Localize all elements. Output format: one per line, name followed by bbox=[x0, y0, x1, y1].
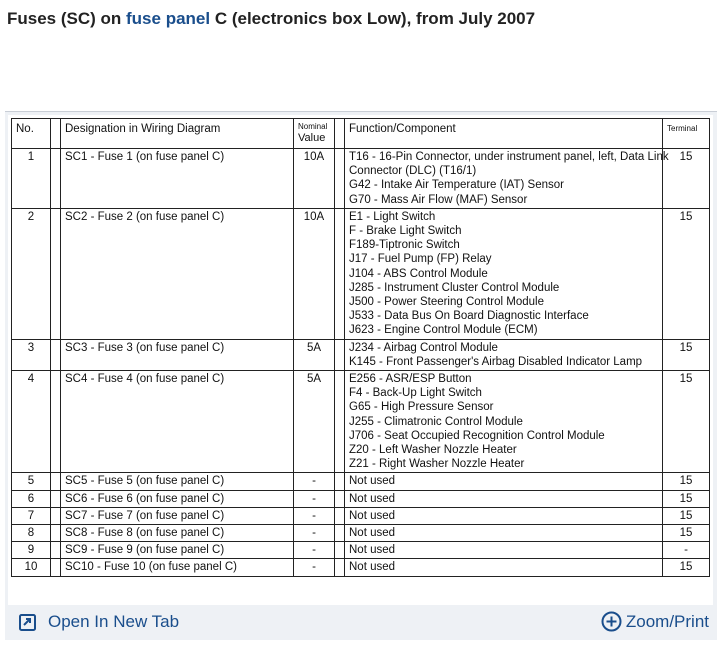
column-spacer bbox=[335, 119, 345, 149]
fuse-nominal-value: - bbox=[294, 473, 335, 490]
column-spacer bbox=[51, 208, 61, 339]
function-line: J255 - Climatronic Control Module bbox=[349, 415, 523, 428]
function-line: F189-Tiptronic Switch bbox=[349, 239, 460, 252]
fuse-functions bbox=[345, 542, 663, 559]
fuse-nominal-value: - bbox=[294, 507, 335, 524]
open-in-new-tab-icon bbox=[19, 614, 36, 631]
open-in-new-tab-button[interactable] bbox=[19, 612, 179, 632]
function-line: J533 - Data Bus On Board Diagnostic Interface bbox=[349, 310, 589, 323]
fuse-panel-link[interactable]: fuse panel bbox=[126, 9, 211, 28]
document-viewer bbox=[5, 111, 717, 640]
fuse-functions bbox=[345, 208, 663, 339]
column-spacer bbox=[335, 149, 345, 209]
column-spacer bbox=[335, 542, 345, 559]
fuse-nominal-value: - bbox=[294, 559, 335, 576]
fuse-designation: SC8 - Fuse 8 (on fuse panel C) bbox=[61, 525, 294, 542]
function-line: G65 - High Pressure Sensor bbox=[349, 401, 494, 414]
function-line: Z21 - Right Washer Nozzle Heater bbox=[349, 458, 525, 471]
fuse-number: 8 bbox=[12, 525, 51, 542]
function-line: Connector (DLC) (T16/1) bbox=[349, 165, 477, 178]
fuse-functions bbox=[345, 559, 663, 576]
fuse-functions bbox=[345, 149, 669, 209]
fuse-functions bbox=[345, 525, 663, 542]
column-spacer bbox=[51, 149, 61, 209]
table-row bbox=[12, 371, 710, 473]
fuse-functions bbox=[345, 507, 663, 524]
column-spacer bbox=[335, 473, 345, 490]
column-header-designation: Designation in Wiring Diagram bbox=[61, 119, 294, 149]
function-line: J706 - Seat Occupied Recognition Control Module bbox=[349, 429, 605, 442]
table-row bbox=[12, 339, 710, 370]
viewer-footer bbox=[5, 606, 717, 639]
fuse-designation: SC3 - Fuse 3 (on fuse panel C) bbox=[61, 339, 294, 370]
function-line: Not used bbox=[349, 561, 396, 574]
fuse-designation: SC1 - Fuse 1 (on fuse panel C) bbox=[61, 149, 294, 209]
table-row bbox=[12, 559, 710, 576]
function-line: E256 - ASR/ESP Button bbox=[349, 373, 472, 386]
column-spacer bbox=[51, 473, 61, 490]
fuse-designation: SC9 - Fuse 9 (on fuse panel C) bbox=[61, 542, 294, 559]
fuse-number: 7 bbox=[12, 507, 51, 524]
column-spacer bbox=[51, 542, 61, 559]
function-line: T16 - 16-Pin Connector, under instrument panel, left, Data Link bbox=[349, 151, 669, 163]
column-spacer bbox=[335, 490, 345, 507]
table-row bbox=[12, 473, 710, 490]
fuse-functions bbox=[345, 339, 663, 370]
function-line: F - Brake Light Switch bbox=[349, 225, 462, 238]
fuse-terminal: 15 bbox=[663, 473, 710, 490]
function-line: Not used bbox=[349, 475, 396, 488]
fuse-terminal: 15 bbox=[663, 559, 710, 576]
table-row bbox=[12, 507, 710, 524]
function-line: J104 - ABS Control Module bbox=[349, 267, 488, 280]
fuse-terminal: 15 bbox=[663, 371, 710, 473]
fuse-nominal-value: 5A bbox=[294, 371, 335, 473]
column-spacer bbox=[51, 525, 61, 542]
column-spacer bbox=[335, 208, 345, 339]
table-row bbox=[12, 525, 710, 542]
nominal-value-label: Value bbox=[298, 132, 326, 144]
function-line: Z20 - Left Washer Nozzle Heater bbox=[349, 444, 517, 457]
fuse-designation: SC7 - Fuse 7 (on fuse panel C) bbox=[61, 507, 294, 524]
column-spacer bbox=[335, 339, 345, 370]
column-spacer bbox=[51, 371, 61, 473]
function-line: Not used bbox=[349, 492, 396, 505]
fuse-nominal-value: 5A bbox=[294, 339, 335, 370]
function-line: J623 - Engine Control Module (ECM) bbox=[349, 324, 538, 337]
column-spacer bbox=[335, 507, 345, 524]
column-spacer bbox=[51, 119, 61, 149]
column-spacer bbox=[51, 339, 61, 370]
table-row bbox=[12, 542, 710, 559]
table-row bbox=[12, 490, 710, 507]
function-line: Not used bbox=[349, 527, 396, 540]
function-line: Not used bbox=[349, 544, 396, 557]
fuse-functions bbox=[345, 473, 663, 490]
column-spacer bbox=[335, 559, 345, 576]
column-spacer bbox=[51, 559, 61, 576]
fuse-number: 2 bbox=[12, 208, 51, 339]
function-line: J500 - Power Steering Control Module bbox=[349, 296, 544, 309]
fuse-number: 6 bbox=[12, 490, 51, 507]
fuse-designation: SC6 - Fuse 6 (on fuse panel C) bbox=[61, 490, 294, 507]
fuse-designation: SC5 - Fuse 5 (on fuse panel C) bbox=[61, 473, 294, 490]
fuse-nominal-value: 10A bbox=[294, 149, 335, 209]
fuse-terminal: 15 bbox=[663, 339, 710, 370]
fuse-designation: SC2 - Fuse 2 (on fuse panel C) bbox=[61, 208, 294, 339]
fuse-number: 1 bbox=[12, 149, 51, 209]
column-spacer bbox=[335, 525, 345, 542]
nominal-small-label: Nominal bbox=[298, 122, 328, 131]
fuse-designation: SC10 - Fuse 10 (on fuse panel C) bbox=[61, 559, 294, 576]
column-header-nominal-value bbox=[294, 119, 335, 149]
function-line: J17 - Fuel Pump (FP) Relay bbox=[349, 253, 492, 266]
fuse-terminal: 15 bbox=[663, 507, 710, 524]
fuse-table bbox=[11, 118, 710, 577]
table-row bbox=[12, 149, 710, 209]
zoom-print-label: Zoom/Print bbox=[625, 611, 709, 631]
function-line: Not used bbox=[349, 509, 396, 522]
title-suffix: C (electronics box Low), from July 2007 bbox=[210, 9, 536, 28]
zoom-print-button[interactable] bbox=[601, 611, 709, 632]
column-spacer bbox=[51, 507, 61, 524]
column-header-no: No. bbox=[12, 119, 51, 149]
fuse-nominal-value: - bbox=[294, 525, 335, 542]
function-line: F4 - Back-Up Light Switch bbox=[349, 387, 482, 400]
zoom-plus-icon bbox=[601, 611, 622, 632]
fuse-number: 4 bbox=[12, 371, 51, 473]
fuse-functions bbox=[345, 490, 663, 507]
table-header-row bbox=[12, 119, 710, 149]
fuse-functions bbox=[345, 371, 663, 473]
column-spacer bbox=[335, 371, 345, 473]
fuse-terminal: 15 bbox=[663, 208, 710, 339]
page-title bbox=[7, 9, 535, 29]
function-line: K145 - Front Passenger's Airbag Disabled Indicator Lamp bbox=[349, 355, 643, 368]
fuse-nominal-value: - bbox=[294, 490, 335, 507]
column-spacer bbox=[51, 490, 61, 507]
table-row bbox=[12, 208, 710, 339]
function-line: G70 - Mass Air Flow (MAF) Sensor bbox=[349, 193, 528, 206]
fuse-terminal: - bbox=[663, 542, 710, 559]
fuse-terminal: 15 bbox=[663, 490, 710, 507]
fuse-designation: SC4 - Fuse 4 (on fuse panel C) bbox=[61, 371, 294, 473]
open-in-new-tab-label: Open In New Tab bbox=[48, 612, 180, 631]
function-line: E1 - Light Switch bbox=[349, 210, 436, 223]
fuse-number: 3 bbox=[12, 339, 51, 370]
fuse-terminal: 15 bbox=[663, 525, 710, 542]
fuse-terminal: 15 bbox=[663, 149, 710, 209]
title-prefix: Fuses (SC) on bbox=[7, 9, 127, 28]
function-line: J285 - Instrument Cluster Control Module bbox=[349, 281, 560, 294]
column-header-terminal: Terminal bbox=[663, 119, 710, 149]
column-header-function: Function/Component bbox=[345, 119, 663, 149]
fuse-number: 9 bbox=[12, 542, 51, 559]
function-line: J234 - Airbag Control Module bbox=[349, 341, 498, 354]
fuse-nominal-value: - bbox=[294, 542, 335, 559]
fuse-nominal-value: 10A bbox=[294, 208, 335, 339]
fuse-number: 5 bbox=[12, 473, 51, 490]
document-sheet bbox=[8, 115, 713, 605]
fuse-number: 10 bbox=[12, 559, 51, 576]
function-line: G42 - Intake Air Temperature (IAT) Sensor bbox=[349, 179, 564, 192]
